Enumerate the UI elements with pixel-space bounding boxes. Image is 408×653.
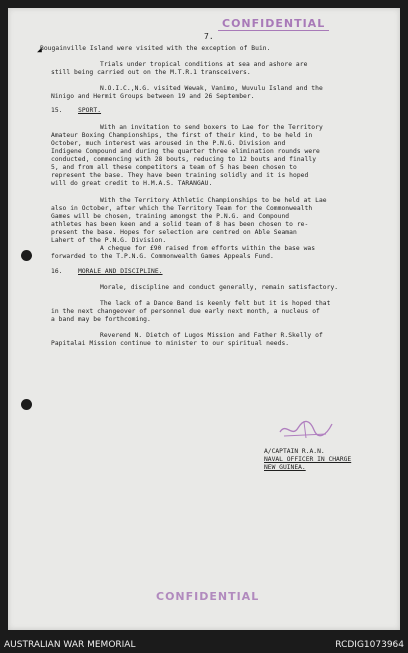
text-line: A cheque for £90 raised from efforts within the base was [100, 245, 316, 252]
text-line: October, much interest was aroused in the P.N.G. Division and [51, 140, 286, 147]
text-line: Bougainville Island were visited with the exception of Buin. [40, 45, 271, 52]
text-line: Ninigo and Hermit Groups between 19 and 26 September. [51, 93, 255, 100]
text-line: 5, and from all these competitors a team of 5 has been chosen to [51, 164, 297, 171]
signatory-title: NAVAL OFFICER IN CHARGE [264, 456, 352, 463]
text-line: still being carried out on the M.T.R.1 transceivers. [51, 69, 251, 76]
signatory-region: NEW GUINEA. [264, 464, 306, 471]
text-line: With the Territory Athletic Championships to be held at Lae [100, 197, 327, 204]
section-heading-morale: MORALE AND DISCIPLINE. [78, 268, 163, 275]
text-line: also in October, after which the Territory Team for the Commonwealth [51, 205, 313, 212]
text-line: a band may be forthcoming. [51, 316, 151, 323]
confidential-stamp-bottom: CONFIDENTIAL [156, 590, 260, 603]
confidential-stamp-top: CONFIDENTIAL [218, 17, 329, 31]
text-line: present the base. Hopes for selection are centred on Able Seaman [51, 229, 297, 236]
text-line: Trials under tropical conditions at sea and ashore are [100, 61, 308, 68]
text-line: will do great credit to H.M.A.S. TARANGAU. [51, 180, 213, 187]
footer-bar [0, 638, 408, 653]
punch-hole [21, 399, 32, 410]
footer-record-id: RCDIG1073964 [335, 640, 404, 650]
punch-hole [21, 250, 32, 261]
signatory-rank: A/CAPTAIN R.A.N. [264, 448, 325, 455]
signature-block [264, 448, 351, 472]
text-line: represent the base. They have been training solidly and it is hoped [51, 172, 309, 179]
text-line: conducted, commencing with 28 bouts, reducing to 12 bouts and finally [51, 156, 317, 163]
page-number: 7. [204, 32, 214, 41]
footer-source: AUSTRALIAN WAR MEMORIAL [4, 640, 136, 650]
text-line: Amateur Boxing Championships, the first of their kind, to be held in [51, 132, 313, 139]
text-line: in the next changeover of personnel due early next month, a nucleus of [51, 308, 320, 315]
text-line: Lahert of the P.N.G. Division. [51, 237, 167, 244]
section-number: 15. [51, 107, 63, 114]
section-number: 16. [51, 268, 63, 275]
handwritten-signature [276, 416, 336, 442]
document-page [8, 8, 400, 630]
section-heading-sport: SPORT. [78, 107, 102, 114]
text-line: athletes has been keen and a solid team of 8 has been chosen to re- [51, 221, 309, 228]
arrow-marker-icon: ◢ [37, 45, 42, 54]
text-line: forwarded to the T.P.N.G. Commonwealth Games Appeals Fund. [51, 253, 274, 260]
text-line: Morale, discipline and conduct generally, remain satisfactory. [100, 284, 339, 291]
text-line: Indigene Compound and during the quarter three elimination rounds were [51, 148, 320, 155]
text-line: Reverend N. Dietch of Lugos Mission and Father R.Skelly of [100, 332, 323, 339]
text-line: Games will be chosen, training amongst the P.N.G. and Compound [51, 213, 290, 220]
text-line: Papitalai Mission continue to minister to our spiritual needs. [51, 340, 290, 347]
text-line: With an invitation to send boxers to Lae for the Territory [100, 124, 323, 131]
text-line: The lack of a Dance Band is keenly felt but it is hoped that [100, 300, 331, 307]
text-line: N.O.I.C.,N.G. visited Wewak, Vanimo, Wuvulu Island and the [100, 85, 323, 92]
